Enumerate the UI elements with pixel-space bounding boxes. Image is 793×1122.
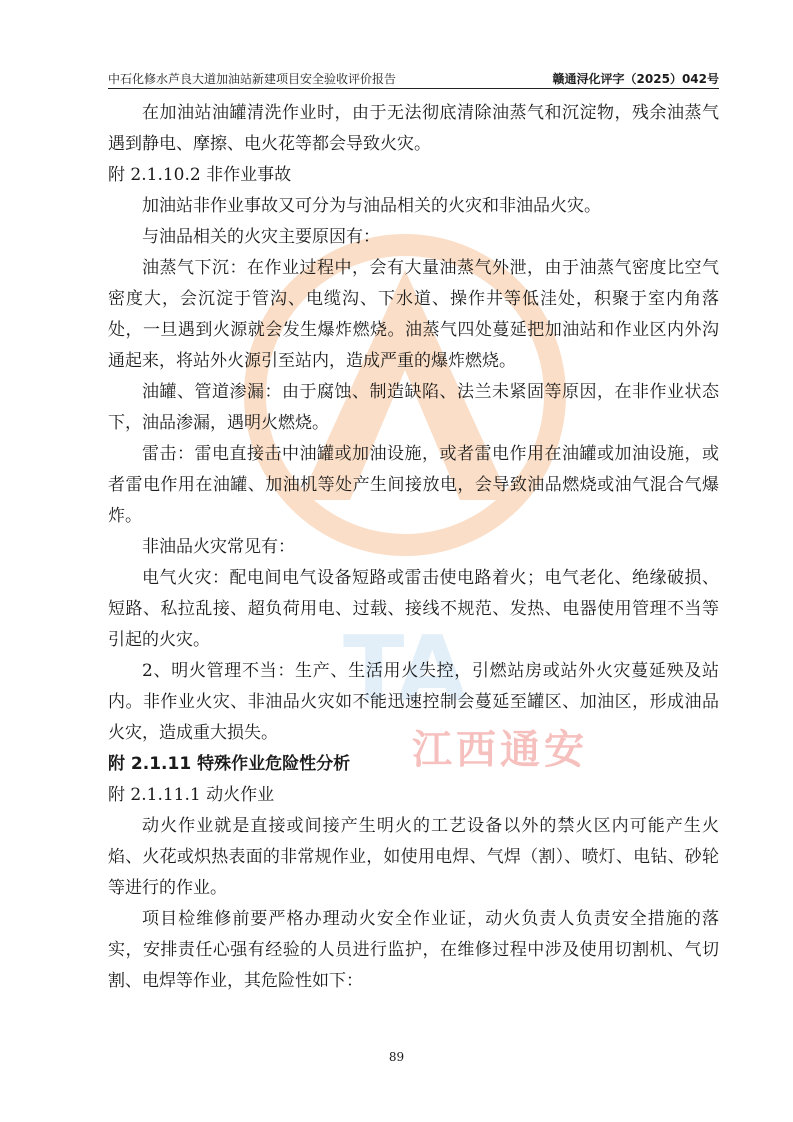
header-divider — [108, 88, 719, 89]
body-paragraph: 动火作业就是直接或间接产生明火的工艺设备以外的禁火区内可能产生火焰、火花或炽热表面的非常规作业，如使用电焊、气焊（割）、喷灯、电钻、砂轮等进行的作业。 — [108, 816, 719, 898]
body-paragraph: 电气火灾：配电间电气设备短路或雷击使电路着火；电气老化、绝缘破损、短路、私拉乱接、超负荷用电、过载、接线不规范、发热、电器使用管理不当等引起的火灾。 — [108, 568, 719, 650]
svg-text:TA: TA — [342, 617, 468, 722]
page-number: 89 — [388, 1050, 405, 1064]
body-paragraph: 在加油站油罐清洗作业时，由于无法彻底清除油蒸气和沉淀物，残余油蒸气遇到静电、摩擦、电火花等都会导致火灾。 — [108, 103, 719, 154]
document-number: 赣通浔化评字（2025）042号 — [552, 72, 719, 86]
section-heading: 附 2.1.10.2 非作业事故 — [108, 165, 292, 185]
page-header — [108, 68, 719, 88]
report-title: 中石化修水芦良大道加油站新建项目安全验收评价报告 — [108, 72, 397, 86]
body-paragraph: 油罐、管道渗漏：由于腐蚀、制造缺陷、法兰未紧固等原因，在非作业状态下，油品渗漏，遇明火燃烧。 — [108, 382, 719, 433]
body-paragraph: 油蒸气下沉：在作业过程中，会有大量油蒸气外泄，由于油蒸气密度比空气密度大，会沉淀于管沟、电缆沟、下水道、操作井等低洼处，积聚于室内角落处，一旦遇到火源就会发生爆炸燃烧。油蒸气四处蔓延把加油站和作业区内外沟通起来，将站外火源引至站内，造成严重的爆炸燃烧。 — [108, 258, 719, 371]
watermark-text: 江西通安 — [412, 727, 588, 773]
section-heading: 附 2.1.11.1 动火作业 — [108, 785, 275, 805]
section-heading: 附 2.1.11 特殊作业危险性分析 — [108, 754, 351, 774]
document-body — [108, 98, 719, 997]
body-paragraph: 2、明火管理不当：生产、生活用火失控，引燃站房或站外火灾蔓延殃及站内。非作业火灾、非油品火灾如不能迅速控制会蔓延至罐区、加油区，形成油品火灾，造成重大损失。 — [108, 661, 719, 743]
body-paragraph: 非油品火灾常见有： — [142, 537, 295, 557]
body-paragraph: 与油品相关的火灾主要原因有： — [142, 227, 380, 247]
body-paragraph: 项目检维修前要严格办理动火安全作业证，动火负责人负责安全措施的落实，安排责任心强有经验的人员进行监护，在维修过程中涉及使用切割机、气切割、电焊等作业，其危险性如下： — [108, 909, 719, 991]
body-paragraph: 加油站非作业事故又可分为与油品相关的火灾和非油品火灾。 — [142, 196, 601, 216]
body-paragraph: 雷击：雷电直接击中油罐或加油设施，或者雷电作用在油罐或加油设施，或者雷电作用在油罐、加油机等处产生间接放电，会导致油品燃烧或油气混合气爆炸。 — [108, 444, 719, 526]
